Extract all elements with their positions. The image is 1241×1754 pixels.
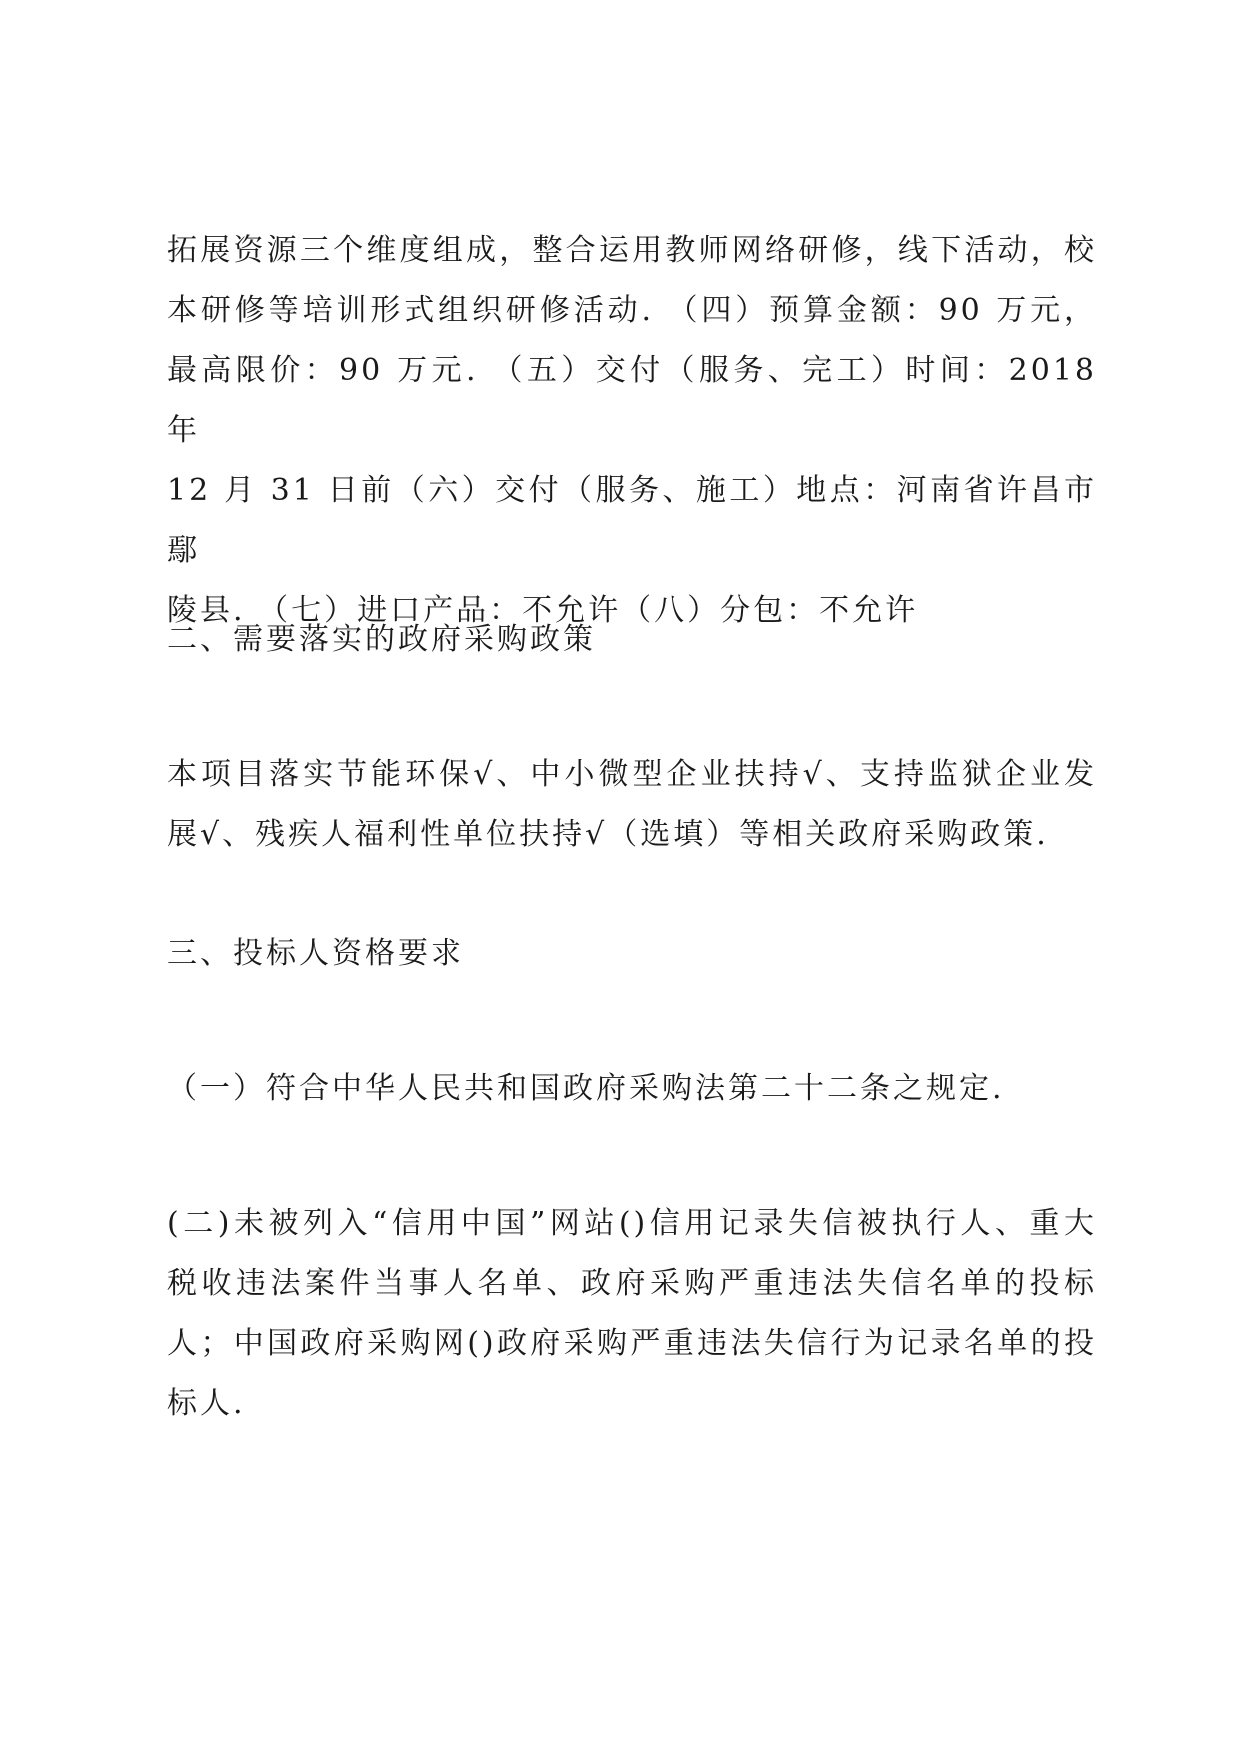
text-line: 本研修等培训形式组织研修活动. （四）预算金额：90 万元， bbox=[167, 293, 1097, 328]
text-line: 最高限价：90 万元. （五）交付（服务、完工）时间：2018 年 bbox=[167, 353, 1097, 448]
text-line: 拓展资源三个维度组成，整合运用教师网络研修，线下活动，校 bbox=[167, 233, 1097, 268]
project-details-paragraph bbox=[167, 221, 1097, 641]
qualification-item-2 bbox=[167, 1194, 1097, 1434]
section-heading-procurement-policy bbox=[167, 610, 1097, 670]
text-line: 展√、残疾人福利性单位扶持√（选填）等相关政府采购政策. bbox=[167, 817, 1049, 852]
text-line: 12 月 31 日前（六）交付（服务、施工）地点：河南省许昌市鄢 bbox=[167, 473, 1097, 568]
text-line: (二)未被列入“信用中国”网站()信用记录失信被执行人、重大 bbox=[167, 1206, 1097, 1241]
text-line: 陵县. （七）进口产品：不允许（八）分包：不允许 bbox=[167, 593, 919, 628]
text-line: （一）符合中华人民共和国政府采购法第二十二条之规定. bbox=[167, 1071, 1005, 1106]
text-line: 本项目落实节能环保√、中小微型企业扶持√、支持监狱企业发 bbox=[167, 757, 1097, 792]
procurement-policy-paragraph bbox=[167, 745, 1097, 865]
text-line: 标人. bbox=[167, 1386, 246, 1421]
qualification-item-1 bbox=[167, 1059, 1097, 1119]
text-line: 税收违法案件当事人名单、政府采购严重违法失信名单的投标 bbox=[167, 1266, 1097, 1301]
heading-text: 二、需要落实的政府采购政策 bbox=[167, 622, 596, 657]
section-heading-bidder-qualifications bbox=[167, 924, 1097, 984]
heading-text: 三、投标人资格要求 bbox=[167, 936, 464, 971]
text-line: 人；中国政府采购网()政府采购严重违法失信行为记录名单的投 bbox=[167, 1326, 1097, 1361]
